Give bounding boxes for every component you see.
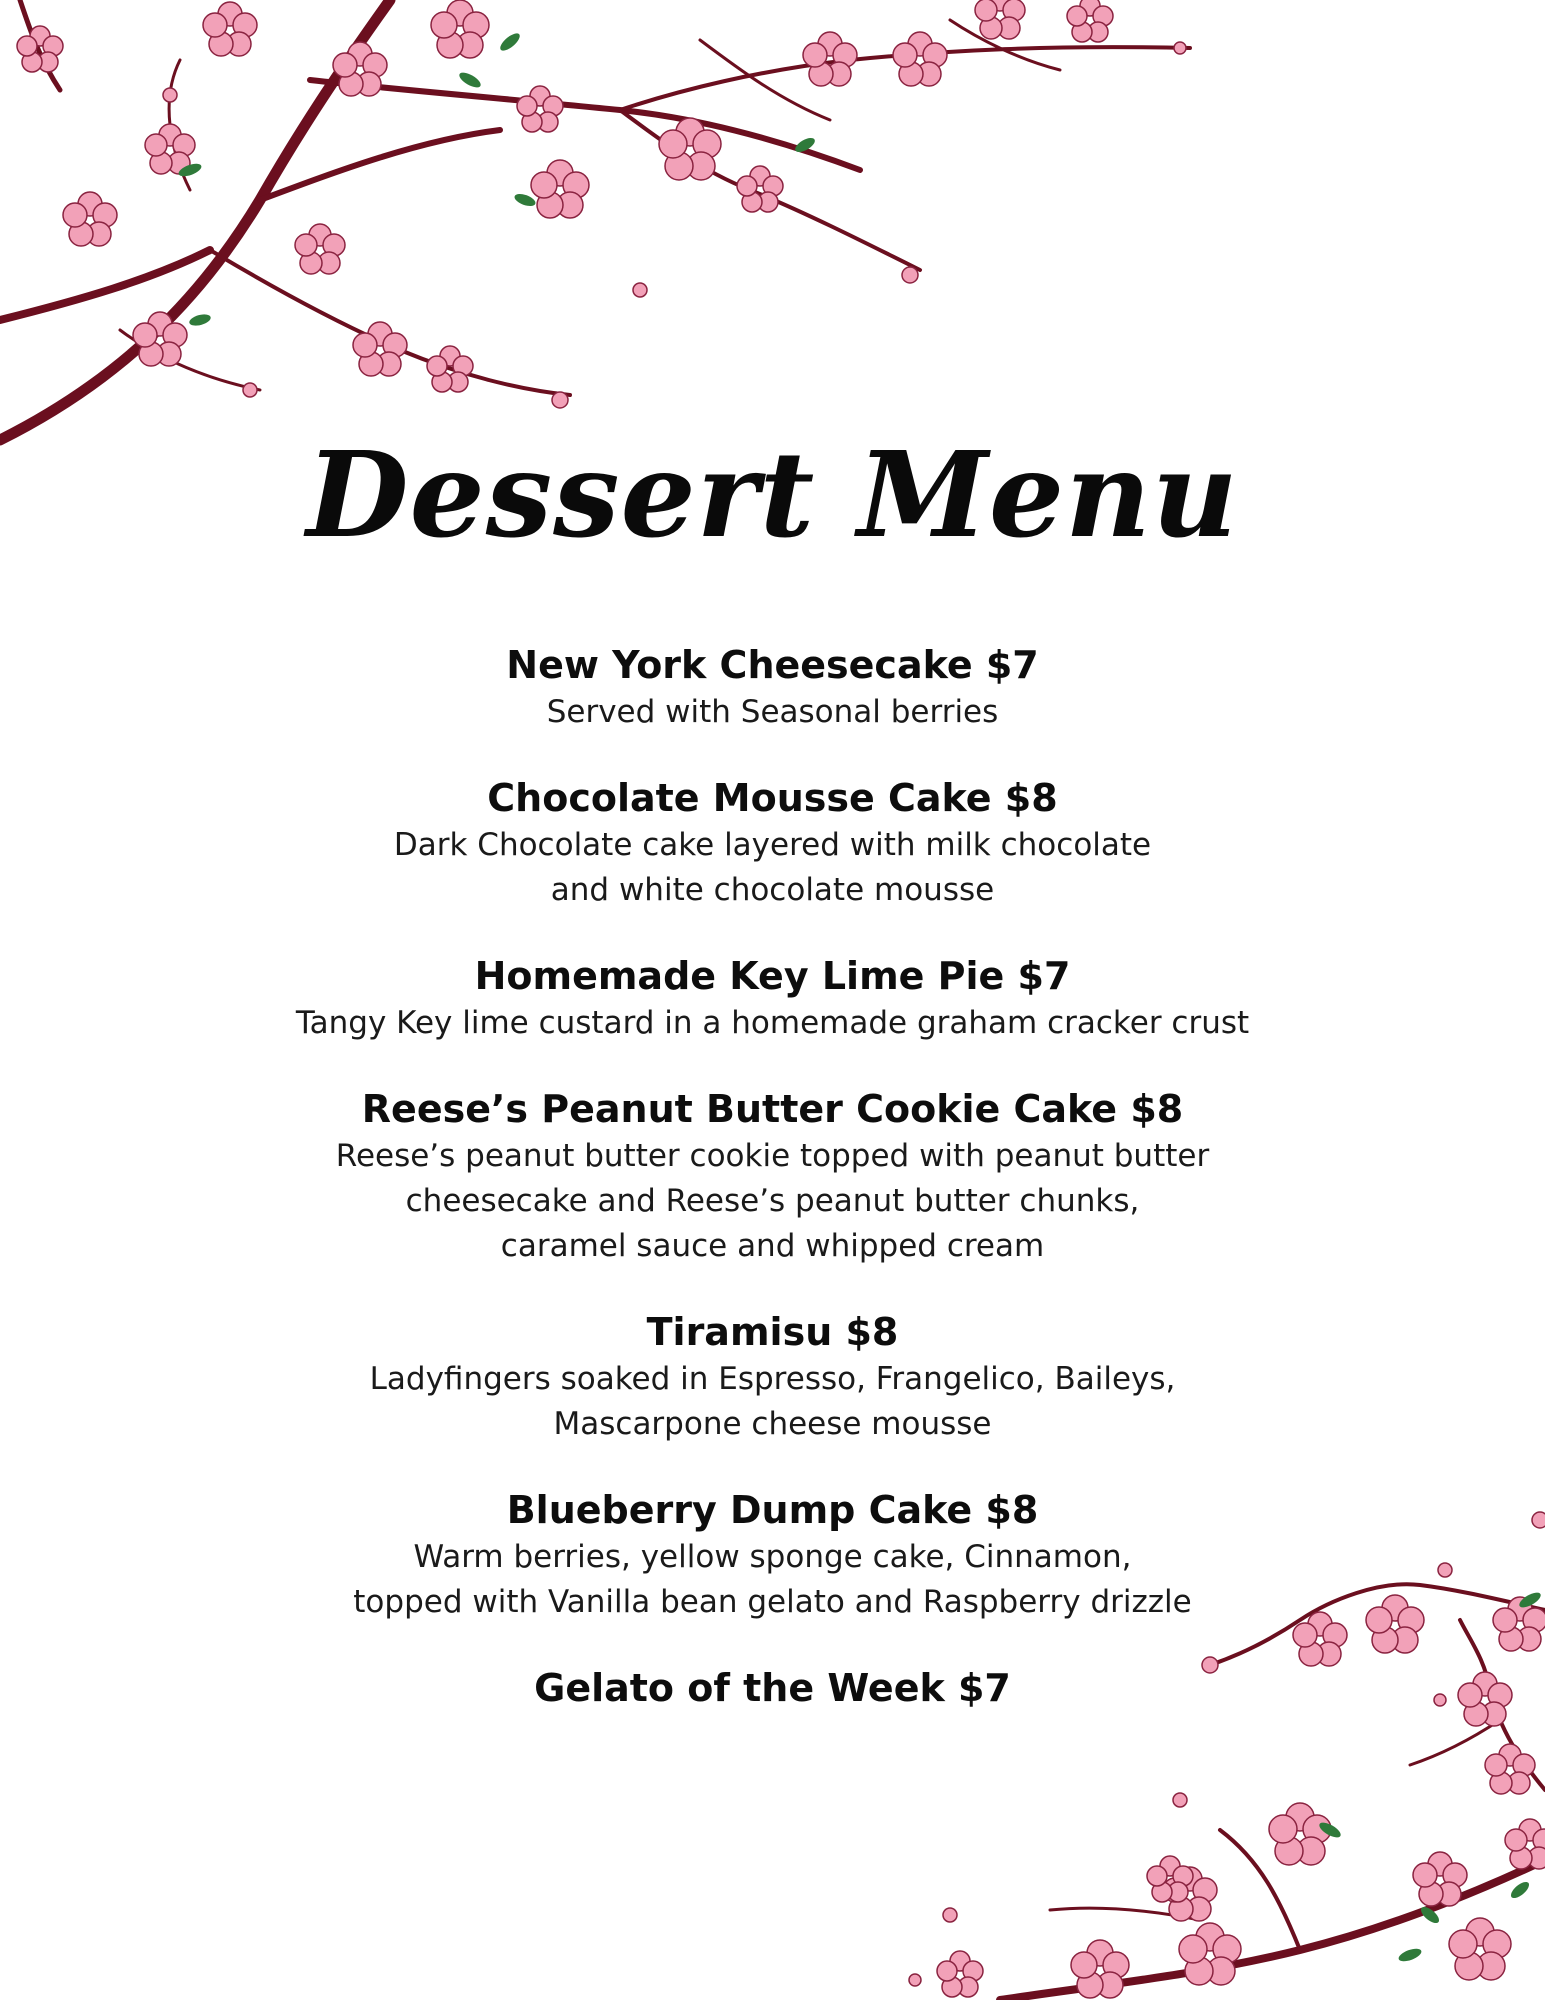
menu-item-name: Tiramisu $8 [646,1310,899,1354]
cherry-blossom-branch-top [0,0,1545,460]
menu-item-name: Gelato of the Week $7 [534,1666,1011,1710]
menu-item-description: topped with Vanilla bean gelato and Raspberry drizzle [353,1584,1192,1620]
menu-item-description: Mascarpone cheese mousse [553,1406,992,1442]
menu-item-name: Blueberry Dump Cake $8 [506,1488,1039,1532]
menu-item-name: Homemade Key Lime Pie $7 [474,954,1071,998]
menu-item [0,1485,1545,1625]
menu-item-description: Dark Chocolate cake layered with milk chocolate [393,827,1152,863]
menu-item-description: Served with Seasonal berries [546,694,999,730]
menu-item-name: Reese’s Peanut Butter Cookie Cake $8 [361,1087,1184,1131]
menu-item-description: Warm berries, yellow sponge cake, Cinnamon, [413,1539,1132,1575]
menu-item [0,773,1545,913]
menu-item-name: New York Cheesecake $7 [506,643,1039,687]
menu-item [0,951,1545,1046]
menu-title: Dessert Menu [306,425,1239,564]
menu-item-description: Ladyfingers soaked in Espresso, Frangelico, Baileys, [369,1361,1176,1397]
menu-item [0,1307,1545,1447]
menu-item-description: caramel sauce and whipped cream [500,1228,1045,1264]
menu-item-description: cheesecake and Reese’s peanut butter chunks, [405,1183,1140,1219]
menu-item-description: and white chocolate mousse [550,872,995,908]
menu-item [0,1663,1545,1713]
menu-item [0,1084,1545,1269]
menu-item-name: Chocolate Mousse Cake $8 [487,776,1058,820]
menu-item-description: Reese’s peanut butter cookie topped with peanut butter [335,1138,1210,1174]
menu-item-description: Tangy Key lime custard in a homemade graham cracker crust [295,1005,1250,1041]
menu-item [0,640,1545,735]
menu-items-list [0,640,1545,1751]
